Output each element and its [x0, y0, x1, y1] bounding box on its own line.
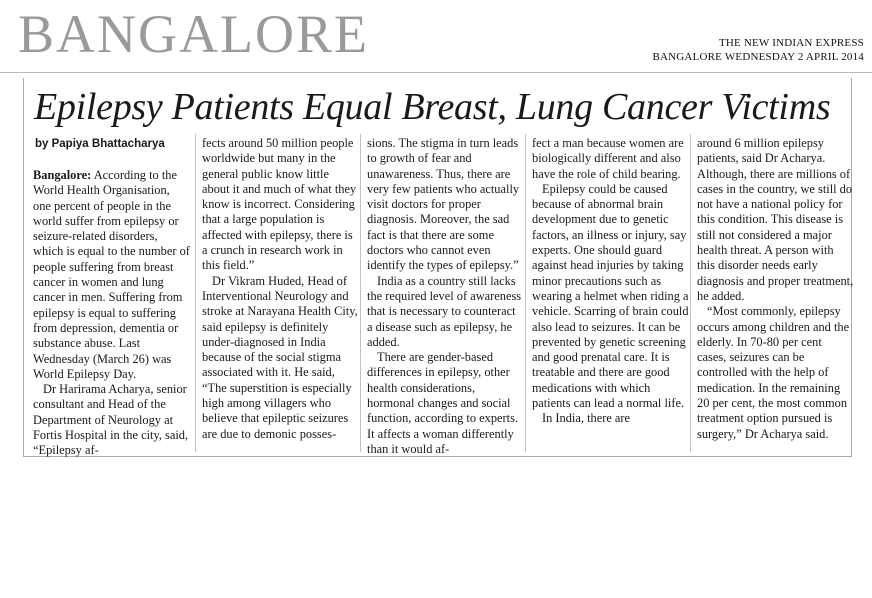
issue-date: BANGALORE WEDNESDAY 2 APRIL 2014	[652, 51, 864, 63]
byline: by Papiya Bhattacharya	[35, 138, 165, 150]
paragraph: Dr Harirama Acharya, senior consultant and Head of the Department of Neurology at Fortis Hospital in the city, said, “Epilepsy af-	[33, 382, 189, 458]
column-rule	[195, 134, 196, 452]
paragraph: Dr Vikram Huded, Head of Interventional Neurology and stroke at Narayana Health City, said epilepsy is definitely under-diagnosed in India because of the social stigma associated with it. He said, “The superstition is especially high among villagers who believe that epileptic seizures are due to demonic posses-	[202, 273, 358, 441]
column-2	[202, 136, 359, 442]
paragraph-text: According to the World Health Organisation, one percent of people in the world suffer from epilepsy or seizure-related disorders, which is equal to the number of people suffering from breast cancer in women and lung cancer in men. Suffering from epilepsy is equal to suffering from depression, dementia or substance abuse. Last Wednesday (March 26) was World Epilepsy Day.	[33, 168, 190, 381]
headline: Epilepsy Patients Equal Breast, Lung Cancer Victims	[34, 86, 831, 128]
column-3	[367, 136, 524, 457]
paragraph	[33, 168, 190, 382]
column-4	[532, 136, 689, 427]
paper-info	[652, 36, 864, 64]
paper-name: THE NEW INDIAN EXPRESS	[718, 37, 864, 49]
paragraph: “Most commonly, epilepsy occurs among children and the elderly. In 70-80 per cent cases, seizures can be controlled with the help of medication. In the remaining 20 per cent, the most common treatment option pursued is surgery,” Dr Acharya said.	[697, 304, 850, 441]
dateline: Bangalore:	[33, 168, 92, 182]
paragraph: In India, there are	[542, 411, 631, 426]
paragraph: fect a man because women are biologically different and also have the role of child bearing.	[532, 136, 684, 181]
article	[23, 78, 852, 457]
column-rule	[525, 134, 526, 452]
paragraph: Epilepsy could be caused because of abnormal brain development due to genetic factors, an illness or injury, say experts. One should guard against head injuries by taking minor precautions such as wearing a helmet when riding a vehicle. Scarring of brain could also lead to seizures. It can be prevented by genetic screening and good prenatal care. It is treatable and there are good medications with which patients can lead a normal life.	[532, 181, 689, 411]
paragraph: India as a country still lacks the required level of awareness that is necessary to counteract a disease such as epilepsy, he added.	[367, 273, 522, 349]
paragraph: There are gender-based differences in epilepsy, other health considerations, hormonal changes and social function, according to experts. It affects a woman differently than it would af-	[367, 350, 519, 456]
city-title: BANGALORE	[18, 4, 369, 64]
paragraph: around 6 million epilepsy patients, said Dr Acharya. Although, there are millions of cases in the country, we still do not have a national policy for this condition. This disease is still not considered a major health threat. A person with this disorder needs early diagnosis and proper treatment, he added.	[697, 136, 854, 303]
column-1	[33, 168, 190, 459]
column-5	[697, 136, 854, 442]
paragraph: sions. The stigma in turn leads to growth of fear and unawareness. Thus, there are very few patients who actually visit doctors for proper diagnosis. Moreover, the sad fact is that there are some doctors who cannot even identify the types of epilepsy.”	[367, 136, 520, 273]
masthead	[0, 0, 872, 73]
column-rule	[360, 134, 361, 452]
column-rule	[690, 134, 691, 452]
paragraph: fects around 50 million people worldwide but many in the general public know little about it and much of what they know is incorrect. Considering that a large population is affected with epilepsy, there is a crunch in research work in this field.”	[202, 136, 357, 273]
